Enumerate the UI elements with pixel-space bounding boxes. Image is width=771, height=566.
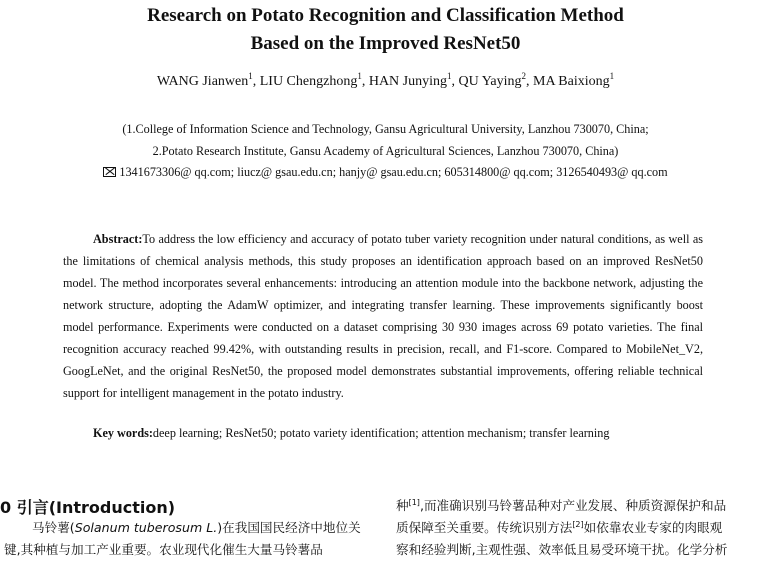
keywords-label: Key words <box>93 426 149 440</box>
abstract-text: To address the low efficiency and accuracy of potato tuber variety recognition under natural conditions, as well as the limitations of chemical analysis methods, this study proposes an identification approach based on an improved ResNet50 model. The method incorporates several enhancements: introducing an attention module into the backbone network, adjusting the network structure, adopting the AdamW optimizer, and integrating transfer learning. These improvements significantly boost model performance. Experiments were conducted on a dataset comprising 30 930 images across 69 potato varieties. The final recognition accuracy reached 99.42%, with outstanding results in precision, recall, and F1-score. Compared to MobileNet_V2, GoogLeNet, and the original ResNet50, the proposed model demonstrates substantial improvements, offering reliable technical support for intelligent management in the potato industry. <box>63 232 703 400</box>
body-right-column <box>396 495 766 561</box>
email-line <box>0 164 771 180</box>
affiliation-1: (1.College of Information Science and Technology, Gansu Agricultural University, Lanzhou 730070, China; <box>122 122 649 136</box>
author-list: WANG Jianwen$^1$, LIU Chengzhong$^1$, HAN Junying$^1$, QU Yaying$^2$, MA Baixiong$^1$ <box>156 71 615 89</box>
keywords: Key words:deep learning; ResNet50; potato variety identification; attention mechanism; transfer learning <box>93 426 610 440</box>
body-line: 种[1],而准确识别马铃薯品种对产业发展、种质资源保护和品 <box>396 498 727 513</box>
affiliation-2: 2.Potato Research Institute, Gansu Academy of Agricultural Sciences, Lanzhou 730070, China) <box>152 144 619 158</box>
abstract: Abstract:To address the low efficiency and accuracy of potato tuber variety recognition under natural conditions, as well as the limitations of chemical analysis methods, this study proposes an identification approach based on an improved ResNet50 model. The method incorporates several enhancements: introducing an attention module into the backbone network, adjusting the network structure, adopting the AdamW optimizer, and integrating transfer learning. These improvements significantly boost model performance. Experiments were conducted on a dataset comprising 30 930 images across 69 potato varieties. The final recognition accuracy reached 99.42%, with outstanding results in precision, recall, and F1-score. Compared to MobileNet_V2, GoogLeNet, and the original ResNet50, the proposed model demonstrates substantial improvements, offering reliable technical support for intelligent management in the potato industry. <box>63 232 703 400</box>
body-left-column <box>4 517 370 561</box>
section-heading: 0 引言(Introduction) <box>0 498 176 517</box>
citation-ref[interactable]: [2] <box>572 520 584 529</box>
keywords-text: deep learning; ResNet50; potato variety identification; attention mechanism; transfer learning <box>152 426 610 440</box>
email-addresses: 1341673306@ qq.com; liucz@ gsau.edu.cn; hanjy@ gsau.edu.cn; 605314800@ qq.com; 3126540493@ qq.com <box>119 165 668 179</box>
envelope-icon <box>103 167 116 177</box>
body-line: 质保障至关重要。传统识别方法[2]如依靠农业专家的肉眼观 <box>396 520 723 535</box>
author: WANG Jianwen$^1$ <box>156 71 253 89</box>
paper-title-line-1: Research on Potato Recognition and Classification Method <box>147 5 624 26</box>
author: LIU Chengzhong$^1$ <box>259 71 362 89</box>
citation-ref[interactable]: [1] <box>408 498 420 507</box>
author: HAN Junying$^1$ <box>368 71 452 89</box>
paper-title-line-2: Based on the Improved ResNet50 <box>250 33 521 54</box>
body-line: 马铃薯(Solanum tuberosum L.)在我国国民经济中地位关 <box>32 520 361 535</box>
body-line: 察和经验判断,主观性强、效率低且易受环境干扰。化学分析 <box>396 542 728 557</box>
abstract-label: Abstract <box>93 232 139 246</box>
author: MA Baixiong$^1$ <box>533 71 615 89</box>
body-line: 键,其种植与加工产业重要。农业现代化催生大量马铃薯品 <box>4 542 323 557</box>
author: QU Yaying$^2$ <box>458 71 527 89</box>
